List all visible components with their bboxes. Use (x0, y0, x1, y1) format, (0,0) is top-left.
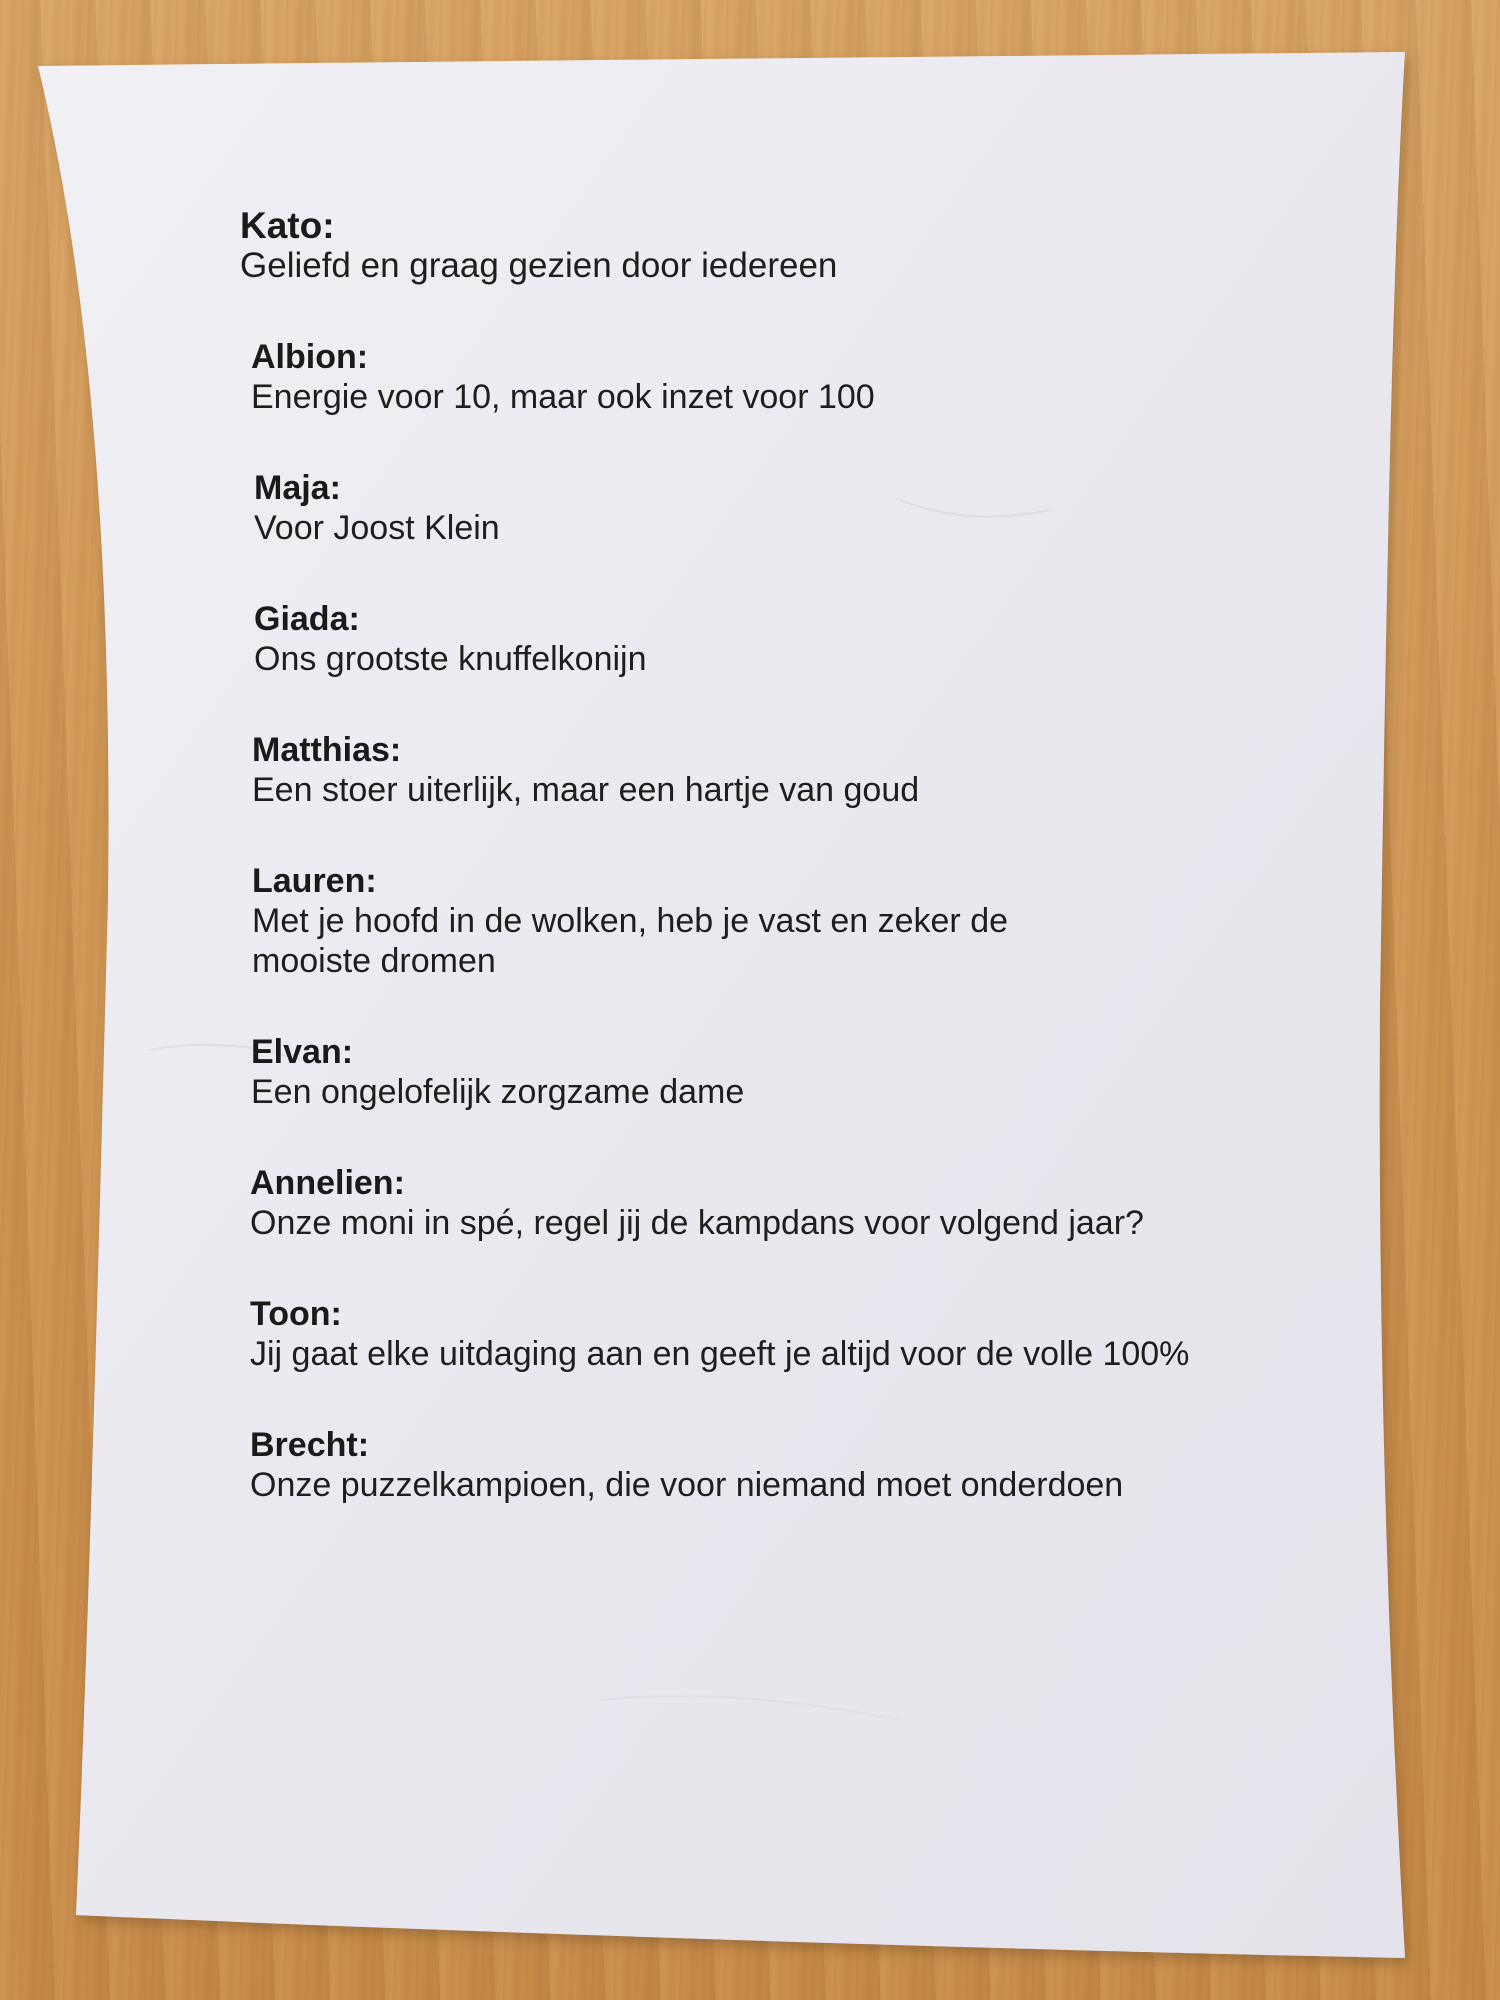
entry-name: Giada: (254, 600, 360, 638)
entry-description: Met je hoofd in de wolken, heb je vast en zeker de mooiste dromen (252, 902, 1009, 980)
names-list (240, 205, 1248, 1556)
entry-maja (254, 468, 1254, 548)
entry-description: Een stoer uiterlijk, maar een hartje van goud (252, 771, 920, 809)
entry-albion (251, 337, 1251, 417)
entry-lauren (252, 861, 1112, 981)
entry-kato (240, 206, 1240, 286)
entry-name: Toon: (250, 1295, 342, 1333)
entry-description: Onze puzzelkampioen, die voor niemand moet onderdoen (250, 1466, 1124, 1504)
entry-annelien (250, 1163, 1150, 1243)
entry-description: Onze moni in spé, regel jij de kampdans voor volgend jaar? (250, 1204, 1144, 1242)
entry-brecht (250, 1425, 1270, 1505)
entry-description: Geliefd en graag gezien door iedereen (240, 246, 838, 285)
entry-matthias (252, 730, 1252, 810)
entry-toon (250, 1294, 1210, 1374)
entry-name: Brecht: (250, 1426, 370, 1464)
entry-name: Annelien: (250, 1164, 405, 1202)
entry-description: Voor Joost Klein (254, 509, 500, 547)
entry-description: Ons grootste knuffelkonijn (254, 640, 647, 678)
entry-description: Een ongelofelijk zorgzame dame (251, 1073, 745, 1111)
entry-description: Energie voor 10, maar ook inzet voor 100 (251, 378, 875, 416)
entry-name: Albion: (251, 338, 369, 376)
entry-name: Maja: (254, 469, 341, 507)
entry-name: Kato: (240, 205, 335, 246)
entry-name: Lauren: (252, 862, 377, 900)
entry-giada (254, 599, 1254, 679)
entry-name: Elvan: (251, 1033, 354, 1071)
entry-name: Matthias: (252, 731, 402, 769)
entry-description: Jij gaat elke uitdaging aan en geeft je altijd voor de volle 100% (250, 1335, 1190, 1373)
entry-elvan (251, 1032, 1251, 1112)
